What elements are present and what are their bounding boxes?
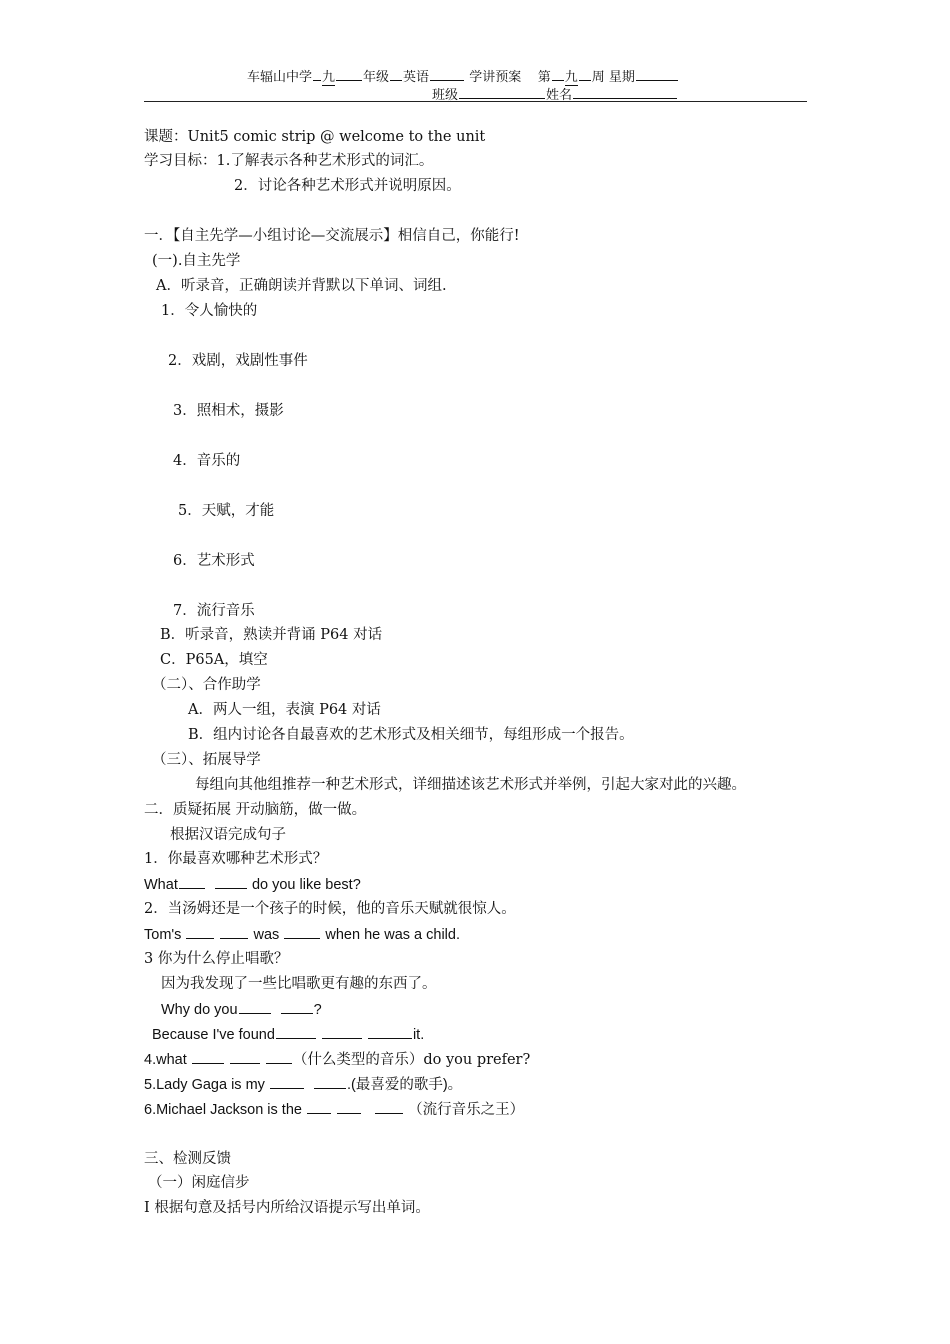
doc-type: 学讲预案: [469, 70, 522, 85]
vocab-item-2: 2．戏剧，戏剧性事件: [168, 353, 308, 369]
q1-text-b: do you like best?: [251, 877, 361, 893]
week-suffix: 周 星期: [591, 70, 635, 85]
q2-blank-3[interactable]: [284, 924, 320, 939]
section1-sub3: （三）、拓展导学: [152, 752, 261, 768]
q5-blank-2[interactable]: [314, 1074, 346, 1089]
section3-sub1: （一）闲庭信步: [148, 1175, 250, 1191]
section1-sub1: (一).自主先学: [152, 253, 241, 269]
q2-english: [144, 924, 460, 945]
section2-instruction: 根据汉语完成句子: [170, 827, 286, 843]
section3-instruction: I 根据句意及括号内所给汉语提示写出单词。: [144, 1200, 430, 1216]
q6-blank-1[interactable]: [307, 1099, 331, 1114]
q2-text-a: Tom's: [144, 927, 182, 943]
grade-label: 年级: [363, 70, 390, 85]
vocab-item-4: 4．音乐的: [173, 453, 241, 469]
q6-text-a: 6.Michael Jackson is the: [144, 1102, 302, 1118]
section1-sub3-text: 每组向其他组推荐一种艺术形式，详细描述该艺术形式并举例，引起大家对此的兴趣。: [195, 777, 746, 793]
vocab-item-1: 1．令人愉快的: [161, 303, 258, 319]
section1-partA: A．听录音，正确朗读并背默以下单词、词组.: [156, 278, 447, 294]
week-value: 九: [564, 70, 578, 85]
q3-blank-5[interactable]: [368, 1024, 412, 1039]
section3-heading: 三、检测反馈: [144, 1151, 231, 1167]
q2-text-b: was: [253, 927, 280, 943]
subject-label: 英语: [403, 70, 430, 85]
q1-blank-2[interactable]: [215, 874, 247, 889]
header-rule: [144, 101, 807, 102]
objective-1: 学习目标：1.了解表示各种艺术形式的词汇。: [144, 153, 434, 169]
q2-blank-2[interactable]: [220, 924, 248, 939]
section1-partC: C．P65A，填空: [160, 652, 268, 668]
section1-sub2: （二）、合作助学: [152, 677, 261, 693]
q4-text-b: （什么类型的音乐）do you prefer?: [292, 1052, 531, 1068]
q3-text-d: it.: [412, 1027, 425, 1043]
q3-chinese: 3 你为什么停止唱歌？: [144, 951, 289, 967]
lesson-title: 课题：Unit5 comic strip @ welcome to the unit: [144, 129, 486, 145]
q3-blank-4[interactable]: [322, 1024, 362, 1039]
q1-blank-1[interactable]: [179, 874, 205, 889]
q3-english-1: [161, 999, 322, 1020]
q3-blank-3[interactable]: [276, 1024, 316, 1039]
q3-blank-2[interactable]: [281, 999, 313, 1014]
q5: [144, 1074, 462, 1095]
q3-chinese-2: 因为我发现了一些比唱歌更有趣的东西了。: [161, 976, 437, 992]
q3-blank-1[interactable]: [239, 999, 271, 1014]
q5-text-a: 5.Lady Gaga is my: [144, 1077, 265, 1093]
section1-partB: B．听录音，熟读并背诵 P64 对话: [160, 627, 383, 643]
q2-text-c: when he was a child.: [325, 927, 460, 943]
vocab-item-5: 5．天赋，才能: [178, 503, 275, 519]
q3-english-2: [152, 1024, 424, 1045]
q4-blank-3[interactable]: [266, 1049, 292, 1064]
q4: [144, 1049, 530, 1070]
q3-text-a: Why do you: [161, 1002, 238, 1018]
q6-blank-3[interactable]: [375, 1099, 403, 1114]
q6-blank-2[interactable]: [337, 1099, 361, 1114]
q2-blank-1[interactable]: [186, 924, 214, 939]
header-line-2: [432, 84, 678, 106]
section1-sub2-a: A．两人一组，表演 P64 对话: [188, 702, 381, 718]
q6: [144, 1099, 524, 1120]
q6-text-b: （流行音乐之王）: [408, 1102, 525, 1118]
class-label: 班级: [432, 88, 459, 103]
q1-english: [144, 874, 361, 895]
week-prefix: 第: [537, 70, 551, 85]
q4-blank-2[interactable]: [230, 1049, 260, 1064]
objective-2: 2．讨论各种艺术形式并说明原因。: [234, 178, 461, 194]
grade-value: 九: [322, 70, 336, 85]
section2-heading: 二．质疑拓展 开动脑筋，做一做。: [144, 802, 367, 818]
q4-text-a: 4.what: [144, 1052, 187, 1068]
section1-sub2-b: B．组内讨论各自最喜欢的艺术形式及相关细节，每组形成一个报告。: [188, 727, 634, 743]
vocab-item-3: 3．照相术，摄影: [173, 403, 284, 419]
q1-chinese: 1．你最喜欢哪种艺术形式？: [144, 851, 328, 867]
q1-text-a: What: [144, 877, 178, 893]
q4-blank-1[interactable]: [192, 1049, 224, 1064]
q5-text-b: .(最喜爱的歌手)。: [347, 1077, 463, 1093]
q5-blank-1[interactable]: [270, 1074, 304, 1089]
q3-text-b: ?: [313, 1002, 322, 1018]
section1-heading: 一．【自主先学—小组讨论—交流展示】相信自己，你能行!: [144, 228, 520, 244]
q3-text-c: Because I've found: [152, 1027, 275, 1043]
vocab-item-6: 6．艺术形式: [173, 553, 255, 569]
q2-chinese: 2．当汤姆还是一个孩子的时候，他的音乐天赋就很惊人。: [144, 901, 516, 917]
vocab-item-7: 7．流行音乐: [173, 603, 255, 619]
school-name: 车辐山中学: [247, 70, 313, 85]
name-label: 姓名: [546, 88, 573, 103]
